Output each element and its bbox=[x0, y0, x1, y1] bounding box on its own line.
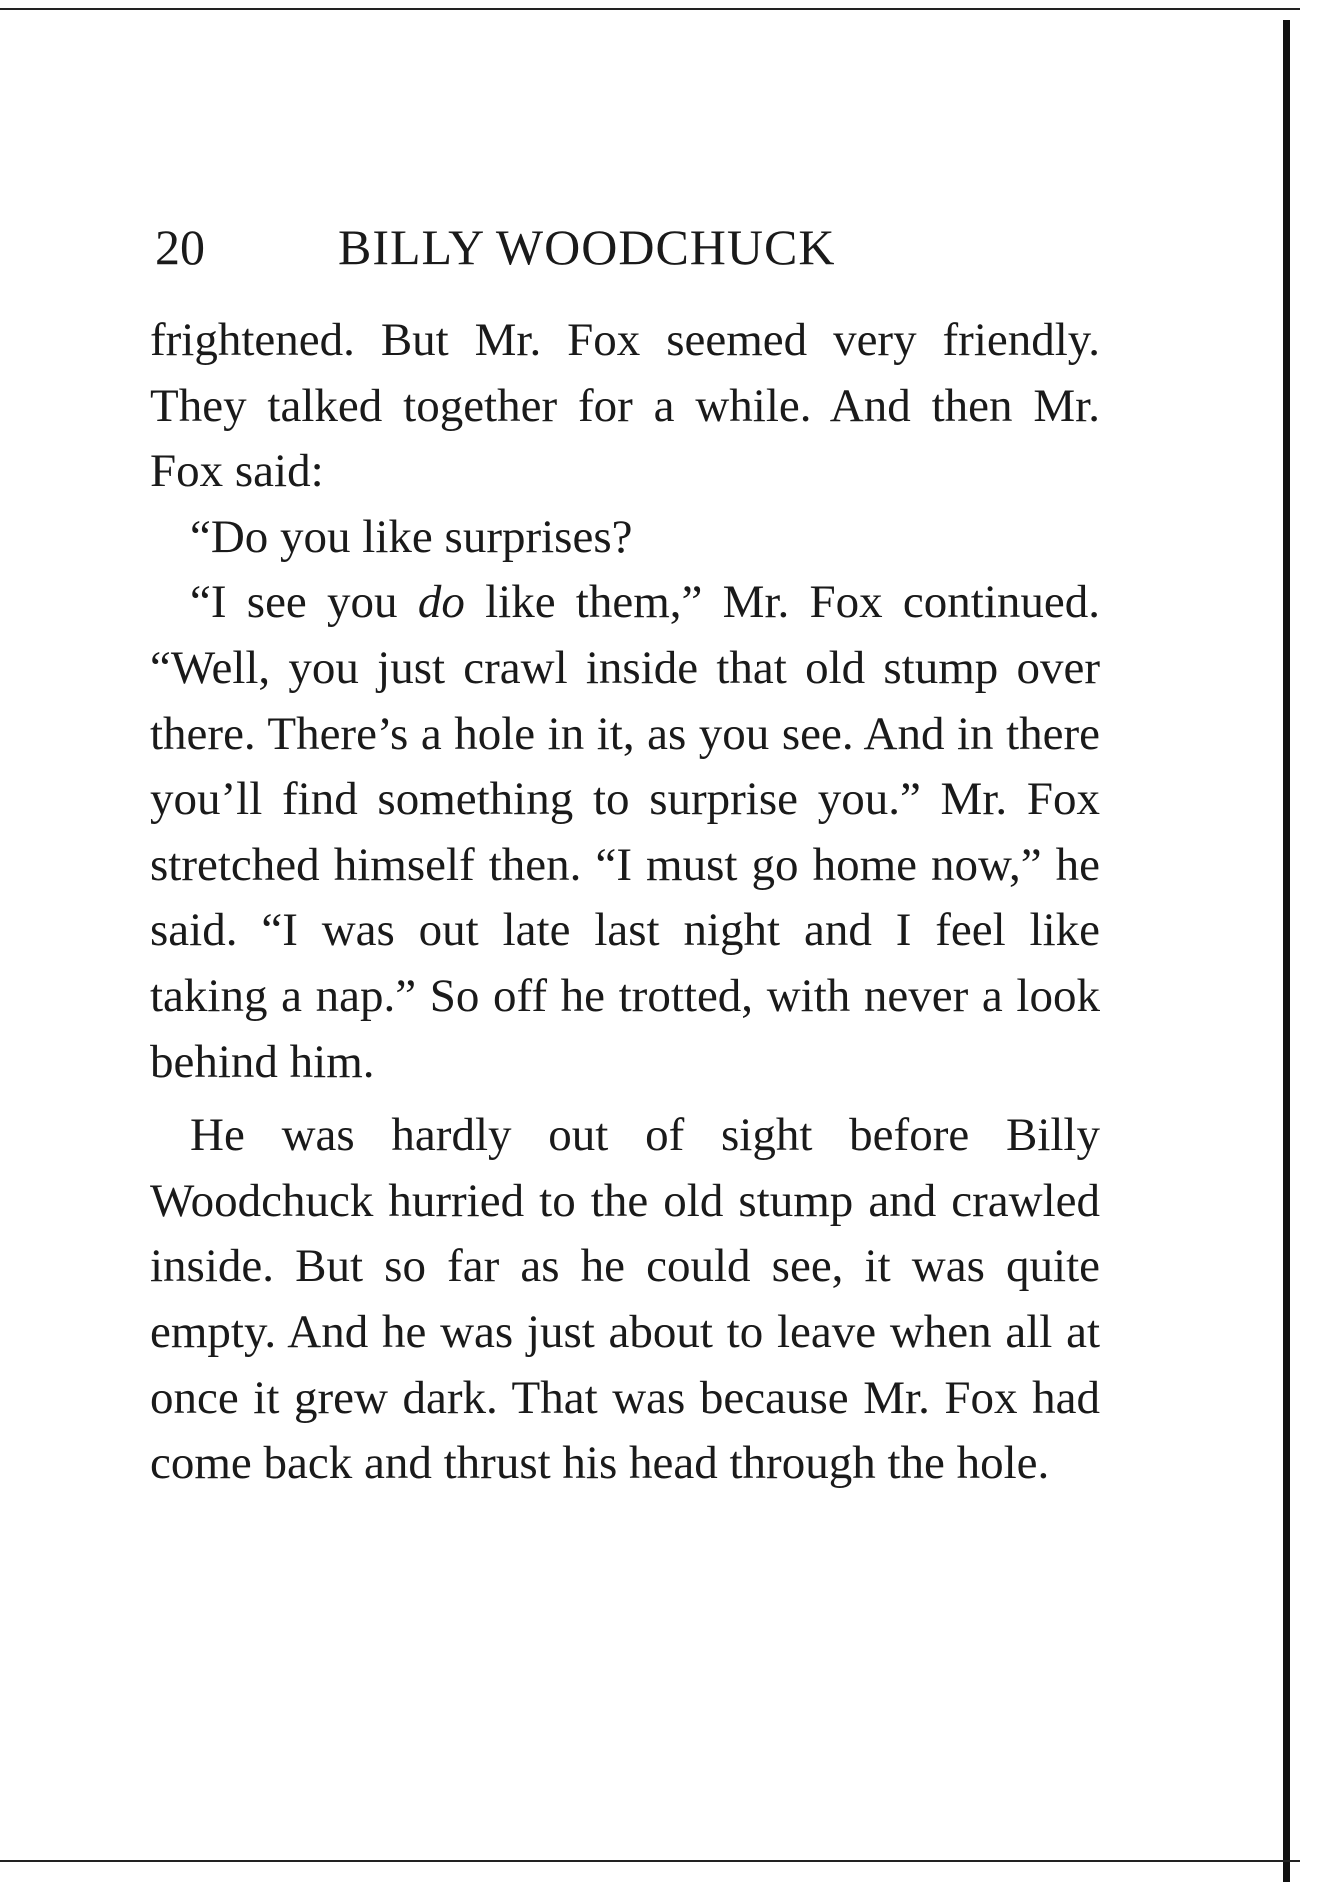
running-title: BILLY WOODCHUCK bbox=[338, 219, 836, 275]
top-border-line bbox=[0, 8, 1300, 10]
paragraph-3-text-a: “I see you bbox=[190, 576, 418, 629]
paragraph-4: He was hardly out of sight before Billy Woodchuck hurried to the old stump and crawled inside. But so far as he could see, it was quite empty. And he was just about to leave when all at once it grew dark. That was because Mr. Fox had come back and thrust his head through the hole. bbox=[150, 1109, 1100, 1490]
paragraph-3 bbox=[150, 570, 1100, 1095]
page-edge-binding bbox=[1283, 20, 1290, 1882]
paragraph-2: “Do you like surprises? bbox=[190, 510, 633, 563]
bottom-border-line bbox=[0, 1860, 1300, 1862]
paragraph-1: frightened. But Mr. Fox seemed very friendly. They talked together for a while. And then Mr. Fox said: bbox=[150, 314, 1100, 498]
page-header bbox=[155, 219, 955, 275]
page-body bbox=[150, 308, 1100, 1497]
paragraph-3-emphasis: do bbox=[417, 576, 465, 629]
page-number: 20 bbox=[155, 219, 205, 275]
paragraph-3-text-b: like them,” Mr. Fox continued. “Well, you just crawl inside that old stump over there. There’s a hole in it, as you see. And in there you’ll find something to surprise you.” Mr. Fox stretched himself then. “I must go home now,” he said. “I was out late last night and I feel like taking a nap.” So off he trotted, with never a look behind him. bbox=[150, 576, 1101, 1088]
